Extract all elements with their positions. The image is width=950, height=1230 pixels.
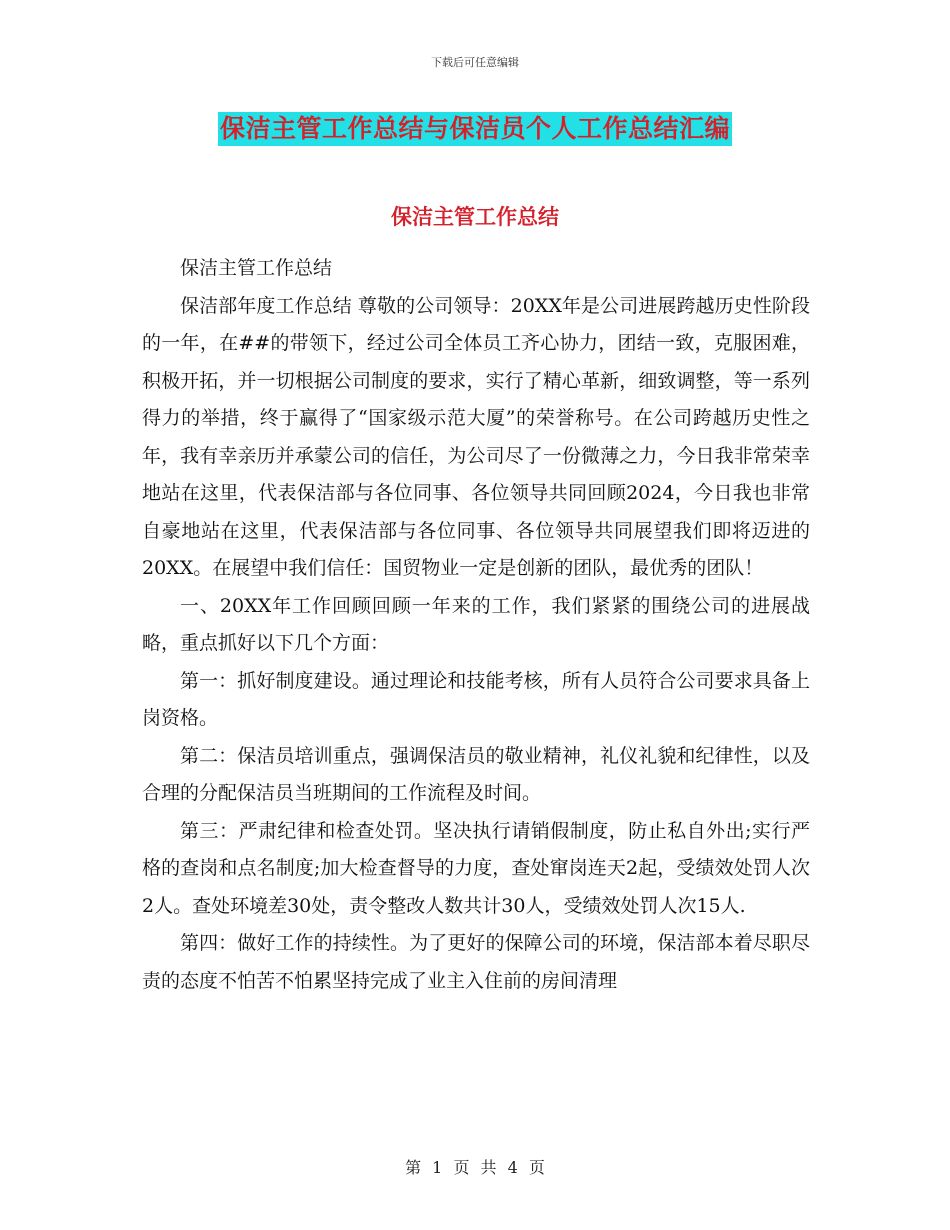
paragraph: 第三：严肃纪律和检查处罚。坚决执行请销假制度，防止私自外出;实行严格的查岗和点名制度;加大检查督导的力度，查处窜岗连天2起，受绩效处罚人次2人。查处环境差30处，责令整改人数共计30人，受绩效处罚人次15人.	[142, 819, 810, 917]
section-title: 保洁主管工作总结	[391, 205, 559, 229]
body-text	[142, 250, 810, 1000]
paragraph: 保洁部年度工作总结 尊敬的公司领导：20XX年是公司进展跨越历史性阶段的一年，在##的带领下，经过公司全体员工齐心协力，团结一致，克服困难，积极开拓，并一切根据公司制度的要求，实行了精心革新，细致调整，等一系列得力的举措，终于赢得了“国家级示范大厦”的荣誉称号。在公司跨越历史性之年，我有幸亲历并承蒙公司的信任，为公司尽了一份微薄之力，今日我非常荣幸地站在这里，代表保洁部与各位同事、各位领导共同回顾2024，今日我也非常自豪地站在这里，代表保洁部与各位同事、各位领导共同展望我们即将迈进的20XX。在展望中我们信任：国贸物业一定是创新的团队，最优秀的团队！	[142, 294, 810, 579]
paragraph: 第四：做好工作的持续性。为了更好的保障公司的环境，保洁部本着尽职尽责的态度不怕苦不怕累坚持完成了业主入住前的房间清理	[142, 932, 810, 992]
document-title: 保洁主管工作总结与保洁员个人工作总结汇编	[218, 112, 732, 146]
paragraph: 一、20XX年工作回顾回顾一年来的工作，我们紧紧的围绕公司的进展战略，重点抓好以下几个方面：	[142, 594, 810, 654]
document-title-wrap	[0, 112, 950, 146]
paragraph: 保洁主管工作总结	[180, 257, 333, 279]
page-footer: 第 1 页 共 4 页	[405, 1158, 545, 1177]
header-note: 下载后可任意编辑	[431, 56, 519, 69]
paragraph: 第一：抓好制度建设。通过理论和技能考核，所有人员符合公司要求具备上岗资格。	[142, 669, 810, 729]
paragraph: 第二：保洁员培训重点，强调保洁员的敬业精神，礼仪礼貌和纪律性，以及合理的分配保洁员当班期间的工作流程及时间。	[142, 744, 810, 804]
